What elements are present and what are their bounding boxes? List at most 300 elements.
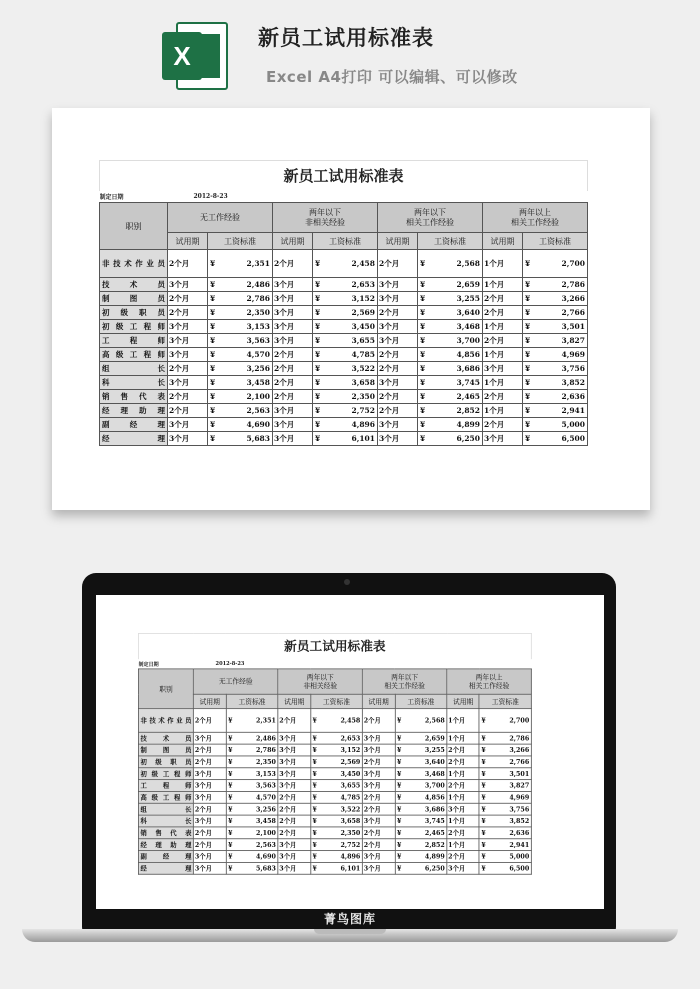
salary-amount: 2,659 xyxy=(424,734,445,743)
salary-cell xyxy=(479,780,531,792)
salary-cell xyxy=(523,250,588,278)
currency-symbol: ¥ xyxy=(525,280,531,289)
currency-symbol: ¥ xyxy=(481,746,486,754)
salary-amount: 2,786 xyxy=(256,746,276,754)
job-title-cell: 工 程 师 xyxy=(138,780,193,792)
probation-period-cell: 2个月 xyxy=(273,348,313,362)
currency-symbol: ¥ xyxy=(481,734,486,743)
salary-amount: 6,500 xyxy=(561,434,585,443)
probation-period-cell: 1个月 xyxy=(483,348,523,362)
table-row xyxy=(138,839,531,851)
page-subtitle: Excel A4打印 可以编辑、可以修改 xyxy=(266,68,518,86)
salary-cell xyxy=(479,862,531,874)
probation-period-cell: 3个月 xyxy=(362,815,394,827)
currency-symbol: ¥ xyxy=(396,781,402,790)
group-header-2: 两年以下 非相关经验 xyxy=(278,669,362,694)
salary-cell xyxy=(395,709,447,733)
probation-period-cell: 2个月 xyxy=(447,827,479,839)
sub-header-period: 试用期 xyxy=(168,233,208,250)
probation-period-cell: 3个月 xyxy=(278,780,310,792)
date-value: 2012-8-23 xyxy=(193,192,228,200)
currency-symbol: ¥ xyxy=(228,805,233,813)
probation-period-cell: 3个月 xyxy=(447,803,479,815)
currency-symbol: ¥ xyxy=(315,259,321,268)
salary-amount: 3,658 xyxy=(340,817,361,825)
salary-amount: 3,153 xyxy=(246,322,270,331)
job-title-cell: 科 长 xyxy=(100,376,168,390)
job-title-cell: 经 理 助 理 xyxy=(100,404,168,418)
probation-period-cell: 2个月 xyxy=(168,404,208,418)
salary-amount: 3,266 xyxy=(509,746,530,754)
salary-amount: 5,683 xyxy=(246,434,270,443)
probation-period-cell: 3个月 xyxy=(194,732,226,744)
salary-cell xyxy=(479,744,531,756)
probation-period-cell: 1个月 xyxy=(447,732,479,744)
standards-table xyxy=(99,160,588,446)
table-row xyxy=(138,768,531,780)
salary-cell xyxy=(418,334,483,348)
salary-amount: 3,563 xyxy=(256,781,276,790)
salary-cell xyxy=(523,404,588,418)
probation-period-cell: 2个月 xyxy=(362,827,394,839)
currency-symbol: ¥ xyxy=(315,294,321,303)
table-row xyxy=(100,320,588,334)
probation-period-cell: 3个月 xyxy=(168,348,208,362)
sub-header-period: 试用期 xyxy=(273,233,313,250)
salary-amount: 2,351 xyxy=(246,259,270,268)
salary-amount: 3,745 xyxy=(456,378,480,387)
salary-cell xyxy=(310,780,362,792)
currency-symbol: ¥ xyxy=(315,420,321,429)
salary-cell xyxy=(208,376,273,390)
salary-amount: 2,636 xyxy=(509,829,530,837)
currency-symbol: ¥ xyxy=(525,392,531,401)
currency-symbol: ¥ xyxy=(312,758,317,766)
job-title-cell: 副 经 理 xyxy=(138,851,193,863)
salary-amount: 4,969 xyxy=(561,350,585,359)
salary-amount: 3,458 xyxy=(256,817,276,825)
currency-symbol: ¥ xyxy=(396,793,402,802)
probation-period-cell: 3个月 xyxy=(194,791,226,803)
currency-symbol: ¥ xyxy=(481,817,486,825)
currency-symbol: ¥ xyxy=(228,769,233,778)
table-row xyxy=(100,278,588,292)
currency-symbol: ¥ xyxy=(481,793,486,802)
currency-symbol: ¥ xyxy=(420,280,426,289)
group-header-3: 两年以下 相关工作经验 xyxy=(362,669,446,694)
probation-period-cell: 2个月 xyxy=(362,839,394,851)
sheet-title: 新员工试用标准表 xyxy=(138,633,531,658)
salary-cell xyxy=(208,362,273,376)
salary-amount: 3,468 xyxy=(456,322,480,331)
probation-period-cell: 3个月 xyxy=(168,418,208,432)
currency-symbol: ¥ xyxy=(312,716,317,725)
salary-amount: 3,655 xyxy=(340,781,361,790)
probation-period-cell: 1个月 xyxy=(447,815,479,827)
probation-period-cell: 3个月 xyxy=(273,418,313,432)
salary-amount: 2,941 xyxy=(509,840,530,849)
job-title-cell: 经 理 xyxy=(100,432,168,446)
salary-cell xyxy=(523,278,588,292)
salary-cell xyxy=(313,376,378,390)
currency-symbol: ¥ xyxy=(228,734,233,743)
salary-amount: 3,256 xyxy=(246,364,270,373)
table-row xyxy=(138,803,531,815)
salary-cell xyxy=(523,348,588,362)
salary-cell xyxy=(479,803,531,815)
salary-amount: 3,745 xyxy=(424,817,445,825)
probation-period-cell: 3个月 xyxy=(362,780,394,792)
sub-header-period: 试用期 xyxy=(194,694,226,708)
salary-amount: 2,659 xyxy=(456,280,480,289)
salary-amount: 5,000 xyxy=(561,420,585,429)
salary-amount: 3,686 xyxy=(456,364,480,373)
salary-amount: 2,486 xyxy=(256,734,276,743)
excel-icon-letter: X xyxy=(162,32,202,80)
probation-period-cell: 3个月 xyxy=(168,432,208,446)
currency-symbol: ¥ xyxy=(228,781,233,790)
currency-symbol: ¥ xyxy=(525,434,531,443)
salary-amount: 2,700 xyxy=(561,259,585,268)
salary-amount: 2,100 xyxy=(256,829,276,837)
salary-cell xyxy=(313,418,378,432)
salary-amount: 2,653 xyxy=(340,734,361,743)
probation-period-cell: 3个月 xyxy=(168,376,208,390)
probation-period-cell: 3个月 xyxy=(483,432,523,446)
salary-cell xyxy=(226,803,278,815)
currency-symbol: ¥ xyxy=(315,406,321,415)
sub-header-period: 试用期 xyxy=(362,694,394,708)
job-title-cell: 非 技 术 作 业 员 xyxy=(100,250,168,278)
currency-symbol: ¥ xyxy=(312,829,317,837)
salary-cell xyxy=(479,791,531,803)
salary-cell xyxy=(208,404,273,418)
currency-symbol: ¥ xyxy=(420,322,426,331)
salary-cell xyxy=(418,320,483,334)
salary-cell xyxy=(313,320,378,334)
currency-symbol: ¥ xyxy=(210,434,216,443)
currency-symbol: ¥ xyxy=(481,864,486,873)
job-title-cell: 经 理 助 理 xyxy=(138,839,193,851)
salary-amount: 2,852 xyxy=(456,406,480,415)
currency-symbol: ¥ xyxy=(525,308,531,317)
standards-table xyxy=(138,633,532,875)
job-header: 职别 xyxy=(138,669,193,709)
salary-cell xyxy=(418,390,483,404)
salary-cell xyxy=(395,756,447,768)
probation-period-cell: 3个月 xyxy=(194,780,226,792)
salary-amount: 2,350 xyxy=(351,392,375,401)
probation-period-cell: 2个月 xyxy=(378,250,418,278)
salary-amount: 3,501 xyxy=(509,769,530,778)
probation-period-cell: 2个月 xyxy=(194,744,226,756)
probation-period-cell: 3个月 xyxy=(194,851,226,863)
excel-icon xyxy=(162,22,228,90)
probation-period-cell: 2个月 xyxy=(273,376,313,390)
laptop-base xyxy=(22,929,678,942)
salary-amount: 2,351 xyxy=(256,716,276,725)
probation-period-cell: 1个月 xyxy=(447,839,479,851)
salary-cell xyxy=(395,791,447,803)
date-value: 2012-8-23 xyxy=(215,660,245,667)
probation-period-cell: 2个月 xyxy=(278,827,310,839)
probation-period-cell: 2个月 xyxy=(483,334,523,348)
probation-period-cell: 2个月 xyxy=(362,791,394,803)
salary-amount: 5,683 xyxy=(256,864,276,873)
probation-period-cell: 3个月 xyxy=(278,839,310,851)
table-row xyxy=(138,732,531,744)
probation-period-cell: 2个月 xyxy=(447,851,479,863)
job-title-cell: 科 长 xyxy=(138,815,193,827)
salary-cell xyxy=(208,306,273,320)
salary-amount: 4,785 xyxy=(340,793,361,802)
group-header-4: 两年以上 相关工作经验 xyxy=(447,669,531,694)
job-title-cell: 高级工程师 xyxy=(138,791,193,803)
probation-period-cell: 3个月 xyxy=(273,306,313,320)
currency-symbol: ¥ xyxy=(396,829,402,837)
job-title-cell: 组 长 xyxy=(138,803,193,815)
salary-amount: 2,568 xyxy=(424,716,445,725)
probation-period-cell: 3个月 xyxy=(483,362,523,376)
salary-cell xyxy=(208,390,273,404)
salary-amount: 3,686 xyxy=(424,805,445,813)
salary-cell xyxy=(418,306,483,320)
salary-amount: 3,756 xyxy=(509,805,530,813)
currency-symbol: ¥ xyxy=(210,364,216,373)
salary-amount: 3,450 xyxy=(340,769,361,778)
salary-amount: 3,256 xyxy=(256,805,276,813)
salary-amount: 6,250 xyxy=(424,864,445,873)
probation-period-cell: 3个月 xyxy=(168,320,208,334)
salary-cell xyxy=(226,709,278,733)
currency-symbol: ¥ xyxy=(420,336,426,345)
paper-preview xyxy=(52,108,650,510)
salary-cell xyxy=(313,348,378,362)
salary-amount: 2,636 xyxy=(561,392,585,401)
probation-period-cell: 1个月 xyxy=(447,791,479,803)
currency-symbol: ¥ xyxy=(396,817,402,825)
salary-amount: 2,786 xyxy=(246,294,270,303)
currency-symbol: ¥ xyxy=(481,840,486,849)
salary-amount: 3,152 xyxy=(340,746,361,754)
table-row xyxy=(138,851,531,863)
salary-amount: 2,852 xyxy=(424,840,445,849)
sub-header-salary: 工资标准 xyxy=(313,233,378,250)
salary-cell xyxy=(395,803,447,815)
probation-period-cell: 1个月 xyxy=(483,404,523,418)
salary-cell xyxy=(395,862,447,874)
salary-cell xyxy=(226,768,278,780)
currency-symbol: ¥ xyxy=(312,805,317,813)
salary-cell xyxy=(418,278,483,292)
probation-period-cell: 1个月 xyxy=(483,376,523,390)
salary-amount: 6,101 xyxy=(351,434,375,443)
currency-symbol: ¥ xyxy=(228,864,233,873)
currency-symbol: ¥ xyxy=(525,406,531,415)
currency-symbol: ¥ xyxy=(228,746,233,754)
currency-symbol: ¥ xyxy=(525,322,531,331)
salary-cell xyxy=(226,839,278,851)
salary-cell xyxy=(226,862,278,874)
salary-amount: 3,152 xyxy=(351,294,375,303)
group-header-4: 两年以上 相关工作经验 xyxy=(483,203,588,233)
salary-cell xyxy=(208,292,273,306)
probation-period-cell: 3个月 xyxy=(278,768,310,780)
salary-cell xyxy=(395,839,447,851)
salary-amount: 4,969 xyxy=(509,793,530,802)
page-title: 新员工试用标准表 xyxy=(258,26,434,50)
salary-cell xyxy=(479,815,531,827)
salary-amount: 2,569 xyxy=(340,758,361,766)
currency-symbol: ¥ xyxy=(315,322,321,331)
salary-amount: 2,786 xyxy=(509,734,530,743)
probation-period-cell: 2个月 xyxy=(378,390,418,404)
probation-period-cell: 2个月 xyxy=(362,756,394,768)
table-row xyxy=(100,348,588,362)
salary-amount: 3,563 xyxy=(246,336,270,345)
probation-period-cell: 3个月 xyxy=(362,744,394,756)
currency-symbol: ¥ xyxy=(481,852,486,861)
currency-symbol: ¥ xyxy=(525,420,531,429)
table-row xyxy=(100,292,588,306)
salary-amount: 3,640 xyxy=(456,308,480,317)
salary-amount: 2,568 xyxy=(456,259,480,268)
salary-amount: 4,856 xyxy=(456,350,480,359)
salary-cell xyxy=(310,744,362,756)
currency-symbol: ¥ xyxy=(210,406,216,415)
table-row xyxy=(100,404,588,418)
currency-symbol: ¥ xyxy=(420,378,426,387)
table-body xyxy=(100,250,588,446)
probation-period-cell: 3个月 xyxy=(378,432,418,446)
currency-symbol: ¥ xyxy=(315,378,321,387)
job-title-cell: 初级工程师 xyxy=(100,320,168,334)
currency-symbol: ¥ xyxy=(481,758,486,766)
spreadsheet-preview-laptop xyxy=(138,633,532,875)
salary-cell xyxy=(313,432,378,446)
salary-amount: 3,255 xyxy=(424,746,445,754)
table-body xyxy=(138,709,531,875)
sub-header-salary: 工资标准 xyxy=(395,694,447,708)
salary-amount: 2,350 xyxy=(256,758,276,766)
probation-period-cell: 3个月 xyxy=(278,862,310,874)
salary-amount: 3,700 xyxy=(424,781,445,790)
salary-amount: 2,458 xyxy=(351,259,375,268)
salary-amount: 3,153 xyxy=(256,769,276,778)
salary-cell xyxy=(418,250,483,278)
currency-symbol: ¥ xyxy=(481,781,486,790)
salary-cell xyxy=(208,348,273,362)
sub-header-period: 试用期 xyxy=(278,694,310,708)
probation-period-cell: 3个月 xyxy=(273,278,313,292)
laptop-brand: 菁鸟图库 xyxy=(323,912,376,926)
probation-period-cell: 2个月 xyxy=(378,404,418,418)
salary-cell xyxy=(208,278,273,292)
currency-symbol: ¥ xyxy=(525,336,531,345)
salary-amount: 4,570 xyxy=(256,793,276,802)
currency-symbol: ¥ xyxy=(420,434,426,443)
salary-amount: 4,896 xyxy=(340,852,361,861)
salary-amount: 2,350 xyxy=(246,308,270,317)
salary-amount: 3,852 xyxy=(509,817,530,825)
table-row xyxy=(138,791,531,803)
sub-header-period: 试用期 xyxy=(378,233,418,250)
salary-cell xyxy=(479,768,531,780)
probation-period-cell: 2个月 xyxy=(362,803,394,815)
sub-header-salary: 工资标准 xyxy=(208,233,273,250)
probation-period-cell: 2个月 xyxy=(194,803,226,815)
salary-amount: 3,700 xyxy=(456,336,480,345)
salary-cell xyxy=(523,376,588,390)
salary-cell xyxy=(226,756,278,768)
currency-symbol: ¥ xyxy=(210,294,216,303)
table-row xyxy=(100,250,588,278)
probation-period-cell: 1个月 xyxy=(483,250,523,278)
salary-amount: 2,569 xyxy=(351,308,375,317)
salary-cell xyxy=(418,432,483,446)
table-row xyxy=(100,376,588,390)
salary-amount: 2,563 xyxy=(246,406,270,415)
probation-period-cell: 2个月 xyxy=(447,756,479,768)
probation-period-cell: 2个月 xyxy=(447,744,479,756)
probation-period-cell: 2个月 xyxy=(273,362,313,376)
salary-cell xyxy=(313,250,378,278)
salary-cell xyxy=(313,306,378,320)
salary-cell xyxy=(523,334,588,348)
currency-symbol: ¥ xyxy=(210,350,216,359)
probation-period-cell: 2个月 xyxy=(483,292,523,306)
probation-period-cell: 2个月 xyxy=(447,780,479,792)
job-title-cell: 技 术 员 xyxy=(138,732,193,744)
currency-symbol: ¥ xyxy=(312,734,317,743)
salary-cell xyxy=(479,732,531,744)
currency-symbol: ¥ xyxy=(315,336,321,345)
probation-period-cell: 3个月 xyxy=(168,278,208,292)
probation-period-cell: 2个月 xyxy=(362,709,394,733)
salary-cell xyxy=(395,768,447,780)
probation-period-cell: 1个月 xyxy=(483,278,523,292)
salary-cell xyxy=(208,432,273,446)
salary-amount: 3,501 xyxy=(561,322,585,331)
currency-symbol: ¥ xyxy=(481,769,486,778)
currency-symbol: ¥ xyxy=(210,378,216,387)
sub-header-salary: 工资标准 xyxy=(418,233,483,250)
currency-symbol: ¥ xyxy=(210,392,216,401)
probation-period-cell: 3个月 xyxy=(278,851,310,863)
currency-symbol: ¥ xyxy=(481,716,486,725)
salary-amount: 5,000 xyxy=(509,852,530,861)
currency-symbol: ¥ xyxy=(420,308,426,317)
salary-cell xyxy=(523,320,588,334)
currency-symbol: ¥ xyxy=(396,758,402,766)
probation-period-cell: 3个月 xyxy=(278,744,310,756)
salary-amount: 2,752 xyxy=(340,840,361,849)
salary-cell xyxy=(226,815,278,827)
currency-symbol: ¥ xyxy=(312,840,317,849)
currency-symbol: ¥ xyxy=(525,364,531,373)
probation-period-cell: 3个月 xyxy=(447,862,479,874)
table-row xyxy=(138,780,531,792)
currency-symbol: ¥ xyxy=(315,350,321,359)
date-label: 制定日期 xyxy=(99,193,124,201)
currency-symbol: ¥ xyxy=(525,378,531,387)
table-row xyxy=(100,390,588,404)
salary-cell xyxy=(226,744,278,756)
header xyxy=(0,0,700,100)
currency-symbol: ¥ xyxy=(420,392,426,401)
salary-amount: 3,458 xyxy=(246,378,270,387)
salary-cell xyxy=(523,418,588,432)
